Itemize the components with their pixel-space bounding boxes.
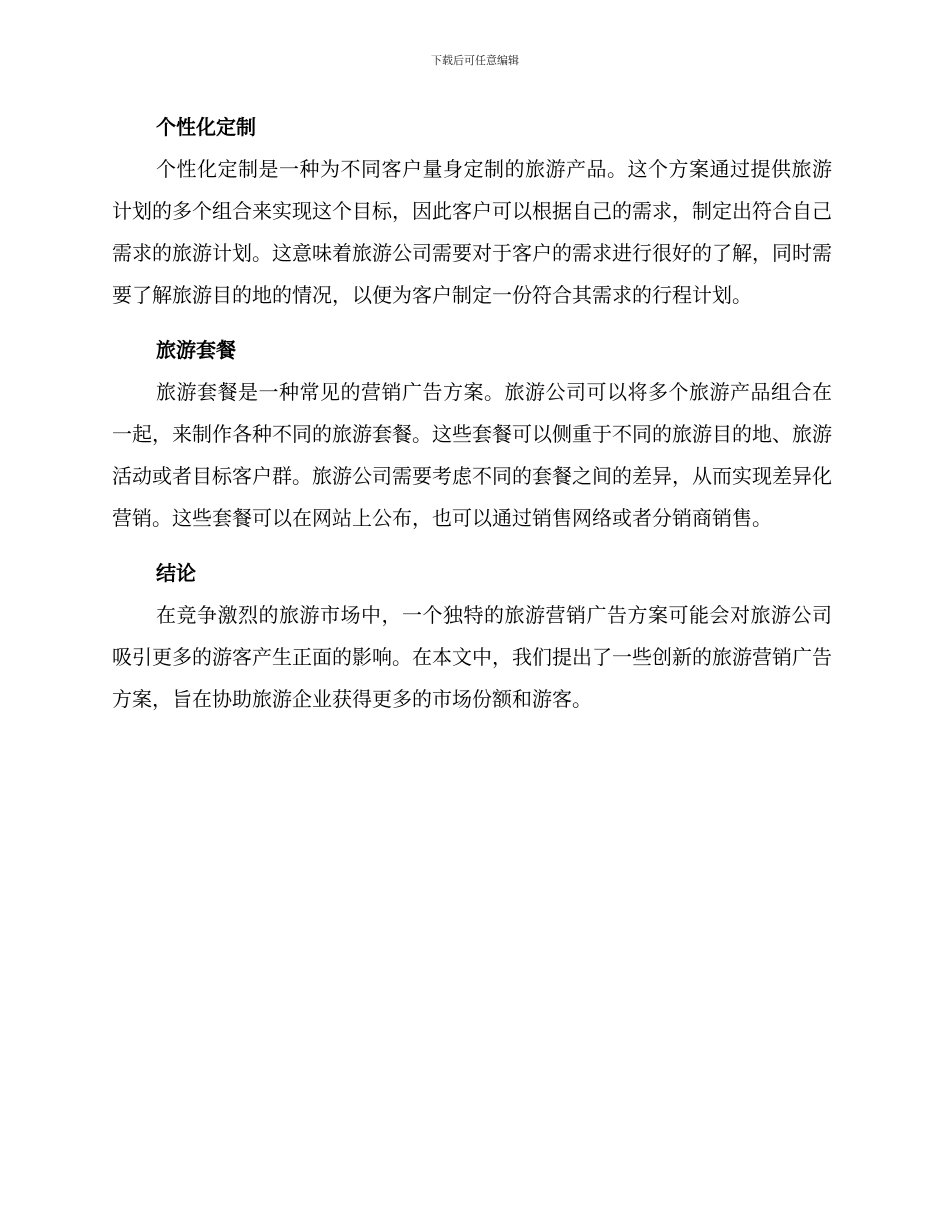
- section-paragraph: 在竞争激烈的旅游市场中，一个独特的旅游营销广告方案可能会对旅游公司吸引更多的游客产生正面的影响。在本文中，我们提出了一些创新的旅游营销广告方案，旨在协助旅游企业获得更多的市场份额和游客。: [112, 603, 832, 711]
- section-travel-packages: [112, 329, 832, 539]
- page-header: 下载后可任意编辑: [431, 54, 519, 67]
- section-heading: 结论: [156, 561, 196, 585]
- section-paragraph: 个性化定制是一种为不同客户量身定制的旅游产品。这个方案通过提供旅游计划的多个组合来实现这个目标，因此客户可以根据自己的需求，制定出符合自己需求的旅游计划。这意味着旅游公司需要对于客户的需求进行很好的了解，同时需要了解旅游目的地的情况，以便为客户制定一份符合其需求的行程计划。: [112, 157, 832, 307]
- section-paragraph: 旅游套餐是一种常见的营销广告方案。旅游公司可以将多个旅游产品组合在一起，来制作各种不同的旅游套餐。这些套餐可以侧重于不同的旅游目的地、旅游活动或者目标客户群。旅游公司需要考虑不同的套餐之间的差异，从而实现差异化营销。这些套餐可以在网站上公布，也可以通过销售网络或者分销商销售。: [112, 380, 832, 530]
- section-heading: 个性化定制: [156, 115, 256, 139]
- document-content: [112, 106, 832, 733]
- section-heading: 旅游套餐: [156, 338, 236, 362]
- section-conclusion: [112, 552, 832, 720]
- section-personalized-customization: [112, 106, 832, 316]
